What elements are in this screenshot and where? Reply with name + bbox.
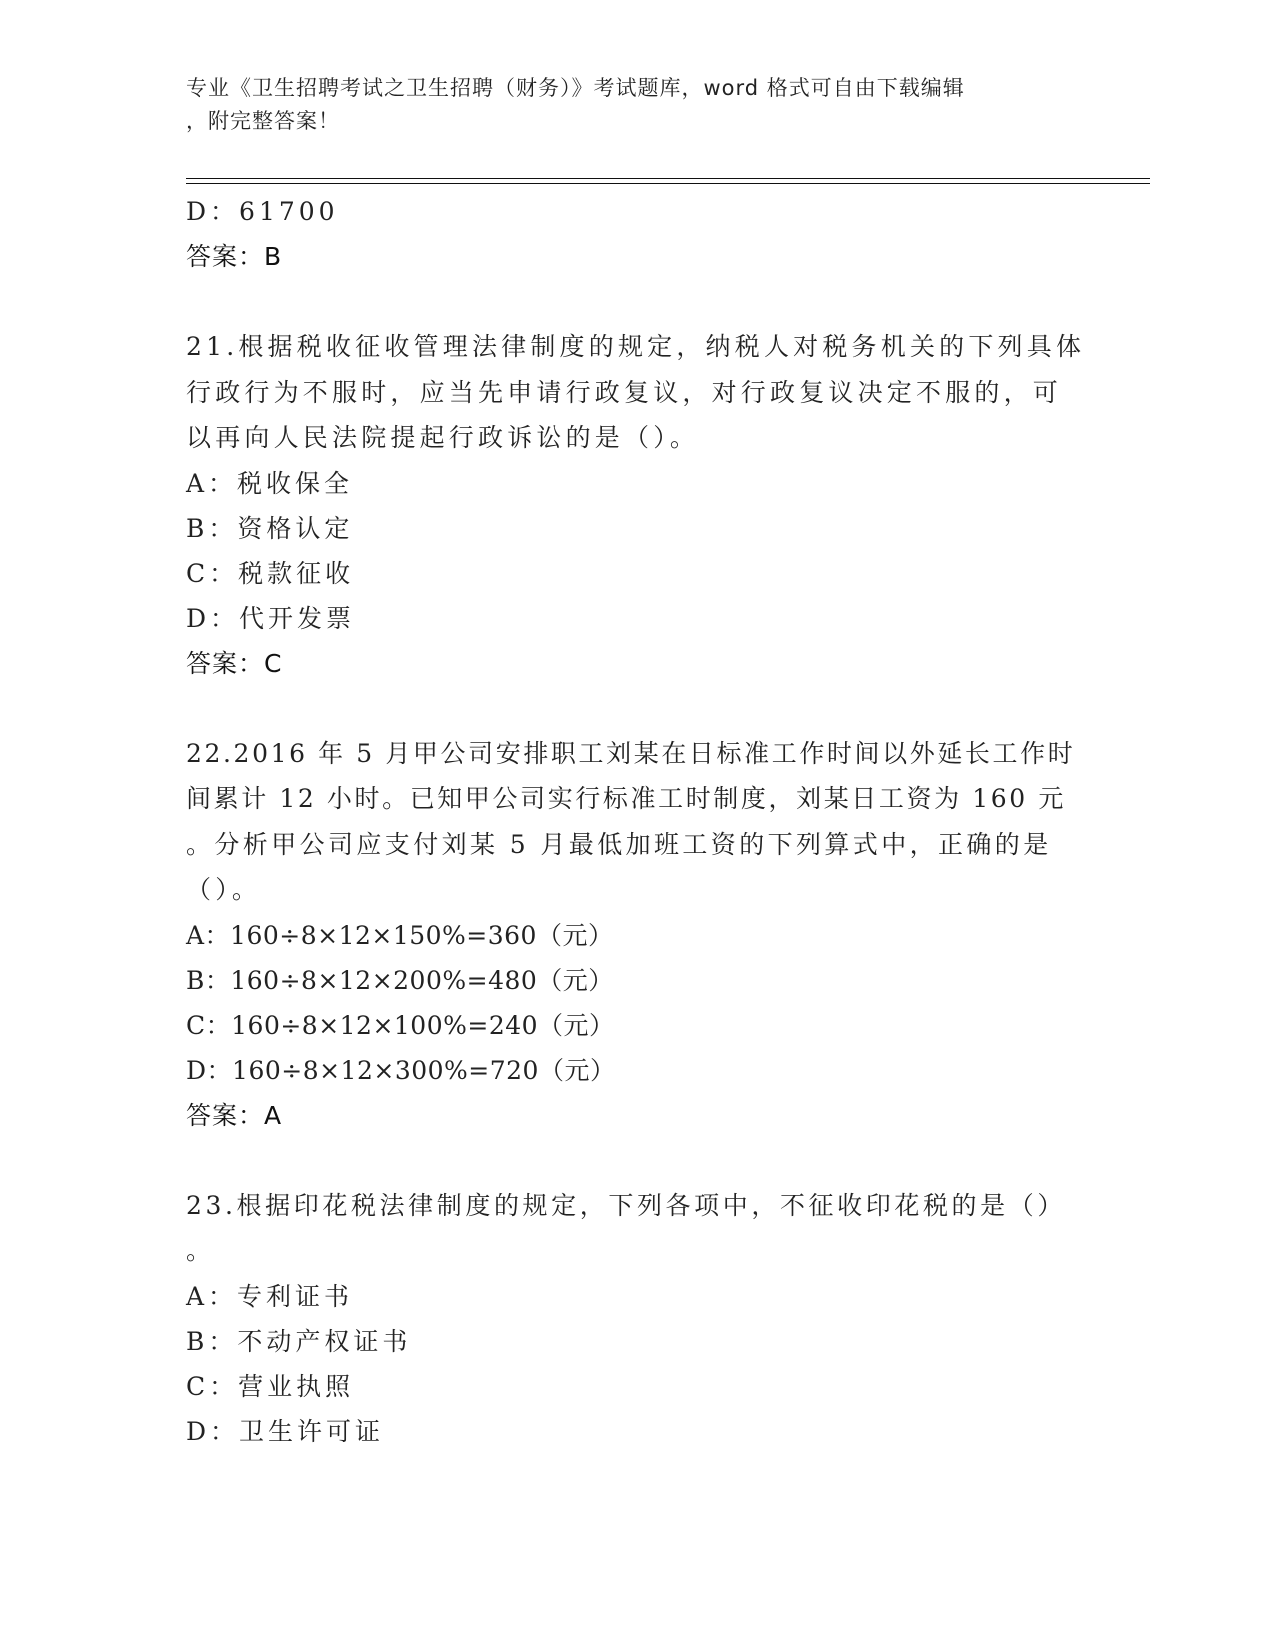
document-header xyxy=(186,72,1066,138)
option-d: D：卫生许可证 xyxy=(186,1416,385,1446)
option-d: D：160÷8×12×300%=720（元） xyxy=(186,1055,616,1085)
option-c: C：160÷8×12×100%=240（元） xyxy=(186,1010,615,1040)
option-a: A：专利证书 xyxy=(186,1281,354,1311)
question-text-line: 。分析甲公司应支付刘某 5 月最低加班工资的下列算式中，正确的是 xyxy=(186,829,1052,859)
option-a: A：160÷8×12×150%=360（元） xyxy=(186,920,614,950)
answer: 答案：B xyxy=(186,242,283,271)
header-divider xyxy=(186,183,1150,184)
option-a: A：税收保全 xyxy=(186,468,354,498)
question-text-line: 行政行为不服时，应当先申请行政复议，对行政复议决定不服的，可 xyxy=(186,377,1063,407)
header-divider xyxy=(186,178,1150,179)
header-line: 专业《卫生招聘考试之卫生招聘（财务）》考试题库，word 格式可自由下载编辑 xyxy=(186,76,965,100)
question-text-line: 22.2016 年 5 月甲公司安排职工刘某在日标准工作时间以外延长工作时 xyxy=(186,738,1076,768)
header-line: ，附完整答案！ xyxy=(186,109,340,133)
question-text-line: 。 xyxy=(186,1236,216,1265)
question-21 xyxy=(186,324,1086,686)
answer: 答案：A xyxy=(186,1100,283,1130)
question-text-line: 23.根据印花税法律制度的规定，下列各项中，不征收印花税的是（） xyxy=(186,1190,1066,1220)
question-text-line: （）。 xyxy=(186,875,262,904)
question-text-line: 间累计 12 小时。已知甲公司实行标准工时制度，刘某日工资为 160 元 xyxy=(186,784,1066,813)
option-c: C：营业执照 xyxy=(186,1371,355,1401)
option-b: B：资格认定 xyxy=(186,513,354,543)
question-text-line: 以再向人民法院提起行政诉讼的是（）。 xyxy=(186,423,700,452)
question-20 xyxy=(186,189,1076,279)
option-b: B：160÷8×12×200%=480（元） xyxy=(186,965,614,995)
question-text-line: 21.根据税收征收管理法律制度的规定，纳税人对税务机关的下列具体 xyxy=(186,332,1086,361)
option-c: C：税款征收 xyxy=(186,558,355,588)
option-d: D：61700 xyxy=(186,197,339,226)
question-22 xyxy=(186,731,1076,1138)
option-d: D：代开发票 xyxy=(186,603,356,633)
question-23 xyxy=(186,1183,1076,1454)
question-list xyxy=(186,189,1086,1454)
option-b: B：不动产权证书 xyxy=(186,1326,412,1356)
answer: 答案：C xyxy=(186,648,283,678)
